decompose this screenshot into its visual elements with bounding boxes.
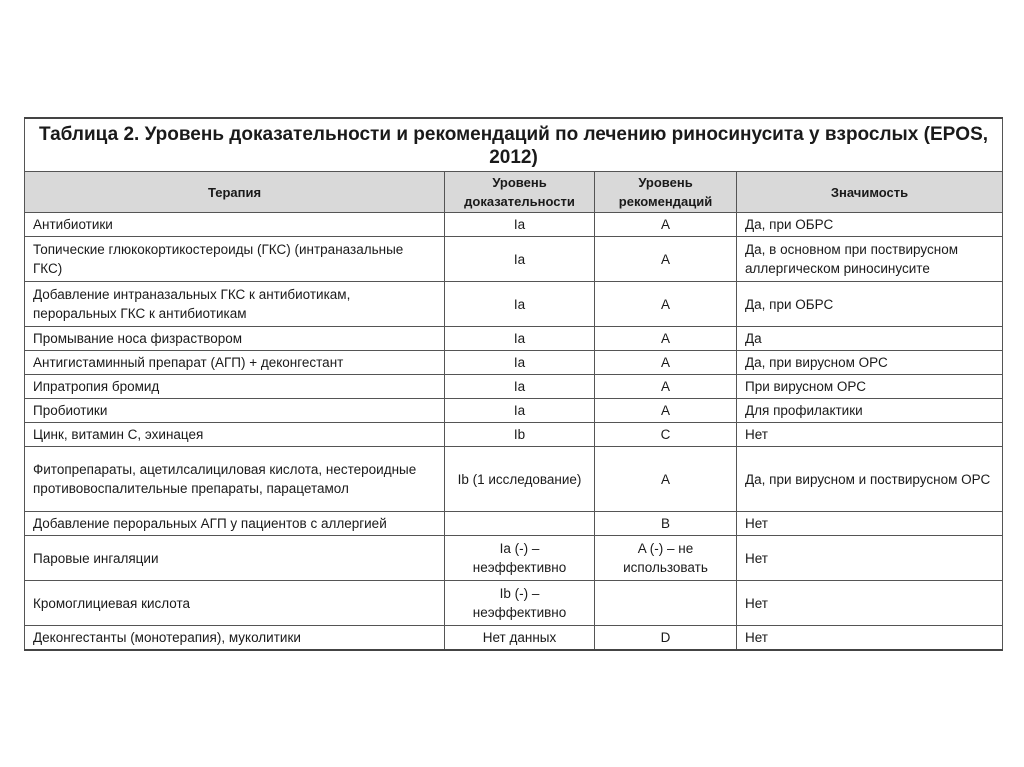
recommendation-cell: A: [595, 237, 737, 282]
evidence-cell: Ia: [445, 213, 595, 237]
evidence-cell: Ia: [445, 237, 595, 282]
significance-cell: При вирусном ОРС: [737, 375, 1003, 399]
significance-cell: Да, при ОБРС: [737, 282, 1003, 327]
evidence-cell: Ib: [445, 423, 595, 447]
significance-cell: Да, при вирусном и поствирусном ОРС: [737, 447, 1003, 512]
table-row: [25, 423, 1003, 447]
therapy-cell: Топические глюкокортикостероиды (ГКС) (интраназальные ГКС): [25, 237, 445, 282]
significance-cell: Нет: [737, 536, 1003, 581]
recommendation-cell: D: [595, 626, 737, 651]
evidence-cell: Ia: [445, 351, 595, 375]
table-row: [25, 399, 1003, 423]
therapy-cell: Фитопрепараты, ацетилсалициловая кислота, нестероидные противовоспалительные препараты, парацетамол: [25, 447, 445, 512]
significance-cell: Нет: [737, 626, 1003, 651]
evidence-cell: Ib (1 исследование): [445, 447, 595, 512]
header-therapy: Терапия: [25, 172, 445, 213]
evidence-cell: Нет данных: [445, 626, 595, 651]
evidence-cell: Ia: [445, 282, 595, 327]
recommendation-cell: A: [595, 375, 737, 399]
table-row: [25, 581, 1003, 626]
table-row: [25, 282, 1003, 327]
table-row: [25, 536, 1003, 581]
recommendation-cell: A (-) – не использовать: [595, 536, 737, 581]
evidence-cell: Ia: [445, 327, 595, 351]
evidence-table: [24, 117, 1003, 651]
therapy-cell: Добавление пероральных АГП у пациентов с аллергией: [25, 512, 445, 536]
table-title: Таблица 2. Уровень доказательности и рекомендаций по лечению риносинусита у взрослых (EPOS, 2012): [25, 118, 1003, 172]
recommendation-cell: A: [595, 351, 737, 375]
evidence-cell: Ia: [445, 375, 595, 399]
header-recommendation-level: Уровень рекомендаций: [595, 172, 737, 213]
significance-cell: Да, при вирусном ОРС: [737, 351, 1003, 375]
table-header-row: [25, 172, 1003, 213]
significance-cell: Да: [737, 327, 1003, 351]
recommendation-cell: A: [595, 213, 737, 237]
therapy-cell: Цинк, витамин С, эхинацея: [25, 423, 445, 447]
table-row: [25, 213, 1003, 237]
evidence-cell: Ib (-) – неэффективно: [445, 581, 595, 626]
recommendation-cell: A: [595, 447, 737, 512]
table-row: [25, 447, 1003, 512]
therapy-cell: Добавление интраназальных ГКС к антибиотикам, пероральных ГКС к антибиотикам: [25, 282, 445, 327]
therapy-cell: Антигистаминный препарат (АГП) + деконгестант: [25, 351, 445, 375]
therapy-cell: Ипратропия бромид: [25, 375, 445, 399]
recommendation-cell: B: [595, 512, 737, 536]
table-row: [25, 626, 1003, 651]
significance-cell: Да, в основном при поствирусном аллергическом риносинусите: [737, 237, 1003, 282]
therapy-cell: Деконгестанты (монотерапия), муколитики: [25, 626, 445, 651]
header-evidence-level: Уровень доказательности: [445, 172, 595, 213]
table-row: [25, 237, 1003, 282]
recommendation-cell: [595, 581, 737, 626]
significance-cell: Для профилактики: [737, 399, 1003, 423]
recommendation-cell: A: [595, 327, 737, 351]
header-significance: Значимость: [737, 172, 1003, 213]
therapy-cell: Антибиотики: [25, 213, 445, 237]
therapy-cell: Паровые ингаляции: [25, 536, 445, 581]
table-container: [24, 117, 1002, 651]
evidence-cell: [445, 512, 595, 536]
significance-cell: Нет: [737, 423, 1003, 447]
recommendation-cell: C: [595, 423, 737, 447]
significance-cell: Да, при ОБРС: [737, 213, 1003, 237]
therapy-cell: Кромоглициевая кислота: [25, 581, 445, 626]
recommendation-cell: A: [595, 282, 737, 327]
significance-cell: Нет: [737, 581, 1003, 626]
recommendation-cell: A: [595, 399, 737, 423]
evidence-cell: Ia: [445, 399, 595, 423]
therapy-cell: Промывание носа физраствором: [25, 327, 445, 351]
table-row: [25, 327, 1003, 351]
therapy-cell: Пробиотики: [25, 399, 445, 423]
significance-cell: Нет: [737, 512, 1003, 536]
evidence-cell: Ia (-) – неэффективно: [445, 536, 595, 581]
table-row: [25, 375, 1003, 399]
table-row: [25, 351, 1003, 375]
table-title-row: [25, 118, 1003, 172]
table-row: [25, 512, 1003, 536]
